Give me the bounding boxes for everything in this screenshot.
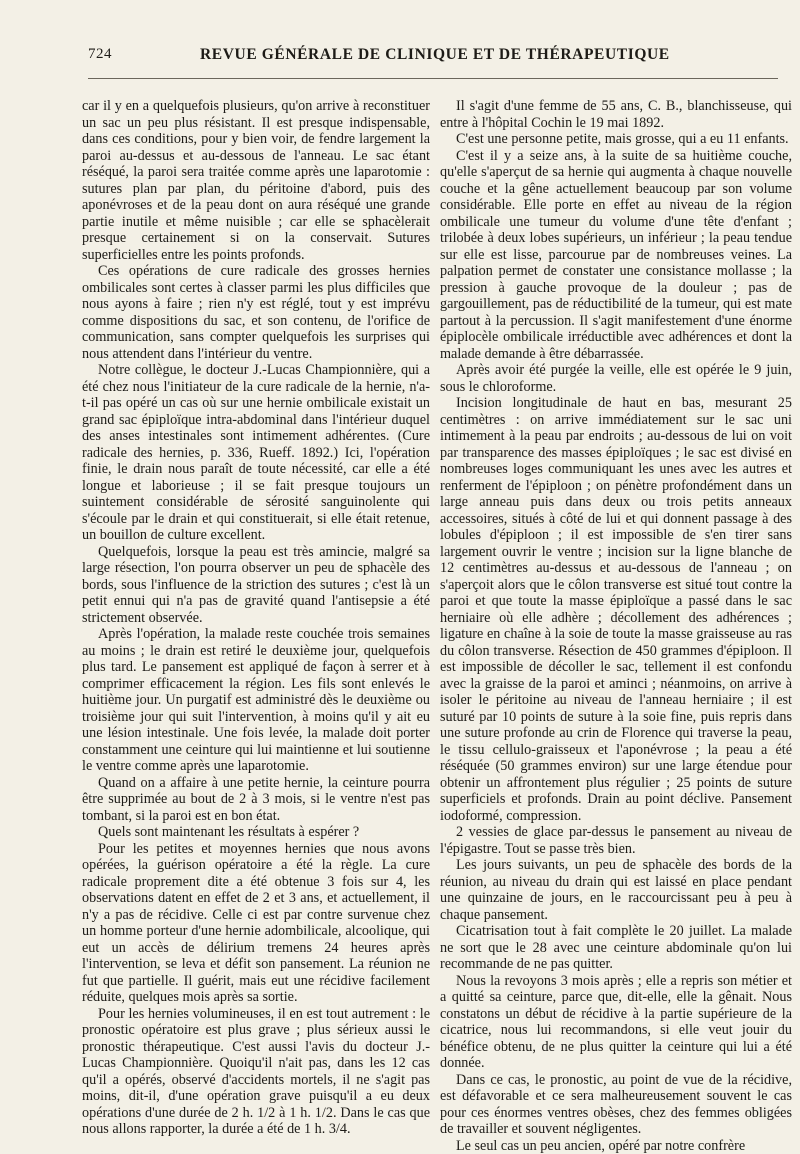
paragraph: Incision longitudinale de haut en bas, mesurant 25 centimètres : on arrive immédiatement sur le sac uni intimement à la peau par endroits ; au-dessous de lui on voit par transparence des masses épiploïques ; le sac est divisé en nombreuses loges communiquant les unes avec les autres et renferment de l'épiploon ; on pénètre profondément dans un large anneau puis dans deux ou trois petits anneaux accessoires, situés à côté de lui et qui donnent passage à des lobules d'épiploon ; il est impossible de s'en tirer sans largement ouvrir le ventre ; incision sur la ligne blanche de 12 centimètres au-dessus et au-dessous de l'anneau ; on s'aperçoit alors que le côlon transverse est situé tout contre la paroi et que toute la masse épiploïque a passé dans le sac herniaire où elle adhère ; décollement des adhérences ; ligature en chaîne à la soie de toute la masse graisseuse au ras du côlon transverse. Résection de 450 grammes d'épiploon. Il est impossible de décoller le sac, tellement il est confondu avec la graisse de la paroi et aminci ; néanmoins, on arrive à isoler le péritoine au niveau de l'anneau herniaire ; il est suturé par 10 points de suture à la soie fine, puis repris dans une suture profonde au crin de Florence qui traverse la peau, le tissu cellulo-graisseux et l'aponévrose ; la peau a été réséquée (50 grammes environ) sur une large étendue pour obtenir un affrontement plus régulier ; 25 points de suture superficiels et profonds. Drain au point déclive. Pansement iodoformé, compression. (440, 395, 792, 824)
page-number: 724 (88, 46, 112, 63)
paragraph: Pour les hernies volumineuses, il en est tout autrement : le pronostic opératoire est plus grave ; plus sérieux aussi le pronostic thérapeutique. C'est aussi l'avis du docteur J.-Lucas Championnière. Quoiqu'il n'ait pas, dans les 12 cas qu'il a opérés, observé d'accidents mortels, il ne s'agit pas moins, dit-il, d'une opération grave puisqu'il a eu deux opérations d'une durée de 2 h. 1/2 à 1 h. 1/2. Dans le cas que nous allons rapporter, la durée a été de 1 h. 3/4. (82, 1006, 430, 1138)
running-title: REVUE GÉNÉRALE DE CLINIQUE ET DE THÉRAPEUTIQUE (200, 46, 670, 64)
paragraph: Après l'opération, la malade reste couchée trois semaines au moins ; le drain est retiré le deuxième jour, quelquefois plus tard. Le pansement est appliqué de façon à serrer et à comprimer efficacement la région. Les fils sont enlevés le huitième jour. Un purgatif est administré dès le deuxième ou troisième jour qui suit l'intervention, à moins qu'il y ait eu une lésion intestinale. Une fois levée, la malade doit porter constamment une ceinture qui lui maintienne et lui soutienne le ventre comme après une laparotomie. (82, 626, 430, 775)
paragraph: 2 vessies de glace par-dessus le pansement au niveau de l'épigastre. Tout se passe très bien. (440, 824, 792, 857)
paragraph: Cicatrisation tout à fait complète le 20 juillet. La malade ne sort que le 28 avec une ceinture abdominale qu'on lui recommande de ne pas quitter. (440, 923, 792, 973)
paragraph: Notre collègue, le docteur J.-Lucas Championnière, qui a été chez nous l'initiateur de la cure radicale de la hernie, n'a-t-il pas opéré un cas où sur une hernie ombilicale existait un grand sac épiploïque intra-abdominal dans l'intérieur duquel des anses intestinales sont intimement adhérentes. (Cure radicale des hernies, p. 336, Rueff. 1892.) Ici, l'opération finie, le drain nous paraît de toute nécessité, car elle a été longue et laborieuse ; il se fait presque toujours un suintement considérable de sérosité sanguinolente qui s'écoule par le drain et qui constituerait, si elle était retenue, un bouillon de culture excellent. (82, 362, 430, 544)
paragraph: Il s'agit d'une femme de 55 ans, C. B., blanchisseuse, qui entre à l'hôpital Cochin le 19 mai 1892. (440, 98, 792, 131)
paragraph: Le seul cas un peu ancien, opéré par notre confrère (440, 1138, 792, 1154)
running-header (88, 44, 778, 70)
left-column (82, 98, 430, 1138)
paragraph: C'est il y a seize ans, à la suite de sa huitième couche, qu'elle s'aperçut de sa hernie qui augmenta à chaque nouvelle couche et la gêne actuellement beaucoup par son volume considérable. Elle porte en effet au niveau de la région ombilicale une tumeur du volume d'une tête d'enfant ; trilobée à deux lobes supérieurs, un inférieur ; la peau tendue sur elle est lisse, parcourue par de nombreuses veines. La palpation permet de constater une consistance mollasse ; la pression à gauche provoque de la douleur ; pas de gargouillement, pas de réductibilité de la tumeur, qui est mate partout à la percussion. Il s'agit manifestement d'une énorme épiplocèle ombilicale irréductible avec adhérences et dont la malade demande à être débarrassée. (440, 148, 792, 363)
paragraph: Les jours suivants, un peu de sphacèle des bords de la réunion, au niveau du drain qui est laissé en place pendant une quinzaine de jours, en le raccourcissant peu à peu à chaque pansement. (440, 857, 792, 923)
paragraph: C'est une personne petite, mais grosse, qui a eu 11 enfants. (440, 131, 792, 148)
paragraph: car il y en a quelquefois plusieurs, qu'on arrive à reconstituer un sac un peu plus résistant. Il est presque indispensable, dans ces conditions, pour y bien voir, de fendre largement la paroi au-dessus et au-dessous de l'anneau. Le sac étant réséqué, la paroi sera traitée comme après une laparotomie : sutures plan par plan, du péritoine d'abord, puis des aponévroses et de la peau dont on aura réséqué une grande partie inutile et même nuisible ; car elle se sphacèlerait presque certainement si on la conservait. Sutures superficielles entre les points profonds. (82, 98, 430, 263)
paragraph: Quand on a affaire à une petite hernie, la ceinture pourra être supprimée au bout de 2 à 3 mois, si le ventre n'est pas tombant, si la paroi est en bon état. (82, 775, 430, 825)
paragraph: Pour les petites et moyennes hernies que nous avons opérées, la guérison opératoire a été la règle. La cure radicale proprement dite a été obtenue 3 fois sur 4, les observations datent en effet de 2 et 3 ans, et actuellement, il n'y a pas de récidive. Celle ci est par contre survenue chez un homme porteur d'une hernie adombilicale, alcoolique, qui eut un accès de délirium tremens 24 heures après l'intervention, se leva et défit son pansement. La réunion ne fut que partielle. Il guérit, mais eut une récidive facilement réduite, quelques mois après sa sortie. (82, 841, 430, 1006)
header-rule (88, 78, 778, 79)
right-column (440, 98, 792, 1154)
paragraph: Quels sont maintenant les résultats à espérer ? (82, 824, 430, 841)
paragraph: Dans ce cas, le pronostic, au point de vue de la récidive, est défavorable et ce sera malheureusement souvent le cas pour ces énormes ventres obèses, chez des femmes obligées de travailler et souvent négligentes. (440, 1072, 792, 1138)
paragraph: Quelquefois, lorsque la peau est très amincie, malgré sa large résection, l'on pourra observer un peu de sphacèle des bords, sous l'influence de la striction des sutures ; c'est là un petit ennui qui n'a pas de gravité quand l'antisepsie a été strictement observée. (82, 544, 430, 627)
paragraph: Ces opérations de cure radicale des grosses hernies ombilicales sont certes à classer parmi les plus difficiles que nous ayons à faire ; rien n'y est réglé, tout y est imprévu comme dispositions du sac, et son contenu, de l'orifice de communication, sans compter quelquefois les surprises qui nous attendent dans l'intérieur du ventre. (82, 263, 430, 362)
paragraph: Nous la revoyons 3 mois après ; elle a repris son métier et a quitté sa ceinture, parce que, dit-elle, elle la gênait. Nous constatons un début de récidive à la partie supérieure de la cicatrice, nous lui recommandons, si elle veut jouir du bénéfice obtenu, de ne plus quitter la ceinture qui lui a été donnée. (440, 973, 792, 1072)
paragraph: Après avoir été purgée la veille, elle est opérée le 9 juin, sous le chloroforme. (440, 362, 792, 395)
